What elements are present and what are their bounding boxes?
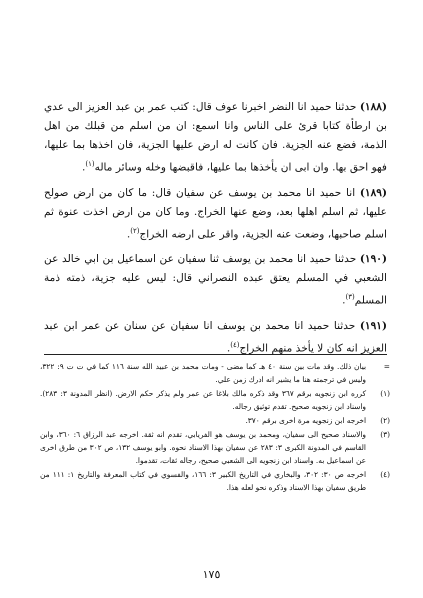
footnote-text: كرره ابن زنجويه برقم ٣٦٧ وقد ذكره مالك بلاغا عن عمر ولم يذكر حكم الارض. (انظر المدونة ٣: ٢٨٣). واسناد ابن زنجويه صحيح. تقدم توثيق رجاله. [40, 389, 366, 411]
footnote-1 [40, 387, 390, 413]
paragraph-text: حدثنا حميد انا محمد بن يوسف ثنا سفيان عن اسماعيل بن ابي خالد عن الشعبي في المسلم يعتق عبده النصراني قال: ليس عليه جزية، ذمته ذمة المسلم [44, 253, 387, 307]
main-text [44, 98, 387, 364]
paragraph-text: انا حميد انا محمد بن يوسف عن سفيان قال: ما كان من ارض صولح عليها، ثم اسلم اهلها بعد، وضع عنها الخراج. وما كان من ارض اخذت عنوة ثم اسلم صاحبها، وضعت عنه الجزية، واقر على ارضه الخراج [44, 186, 387, 241]
footnote-ref: (٣) [345, 293, 355, 302]
footnote-text: اخرجه ابن زنجويه مرة اخرى برقم ٣٧٠. [245, 416, 366, 425]
footnote-continued [40, 360, 390, 386]
paragraph-191: (١٩١) حدثنا حميد انا محمد بن يوسف انا سفيان عن سنان عن عمر ابن عبد العزيز انه كان لا يأخذ منهم الخراج$^{(٤)}$. [44, 319, 387, 355]
footnote-text: والاسناد صحيح الى سفيان، ومحمد بن يوسف هو الفريابي، تقدم انه ثقة. اخرجه عبد الرزاق ٦: ٣٦٠، وابن القاسم في المدونة الكبرى ٣: ٢٨٣ عن سفيان بهذا الاسناد نحوه. وابو يوسف ١٣٢، ص ٣٠٢ من طرق اخرى عن اسماعيل به. واسناد ابن زنجويه الى الشعبي صحيح، رجاله ثقات، تقدموا. [40, 430, 366, 465]
paragraph-number: (١٩١) [359, 319, 387, 332]
footnote-ref: (٤) [230, 340, 240, 349]
footnote-text: اخرجه ص ٣٠: ٣٠٢، والبخاري في التاريخ الكبير ٣: ١٦٦، والفسوي في كتاب المعرفة والتاريخ ١: ١١١ من طريق سفيان بهذا الاسناد وذكره نحو لعله هذا. [40, 470, 367, 492]
paragraph-number: (١٩٠) [359, 253, 387, 266]
footnote-mark: (٢) [380, 416, 390, 425]
paragraph-text: حدثنا حميد انا محمد بن يوسف انا سفيان عن سنان عن عمر ابن عبد العزيز انه كان لا يأخذ منهم الخراج [44, 319, 387, 355]
paragraph-190: (١٩٠) حدثنا حميد انا محمد بن يوسف ثنا سفيان عن اسماعيل بن ابي خالد عن الشعبي في المسلم يعتق عبده النصراني قال: ليس عليه جزية، ذمته ذمة المسلم$^{(٣)}$. [44, 253, 387, 307]
footnote-text: بيان ذلك. وقد مات بين سنة ٤٠ هـ كما مضى - ومات محمد بن عبيد الله سنة ١١٦ كما في ت ت ٩: ٣٢٢، وليس في ترجمته هنا ما يشير انه ادرك زمن علي. [40, 362, 367, 384]
footnote-4 [40, 468, 390, 494]
footnote-mark: (١) [380, 389, 390, 398]
footnote-mark: (٣) [380, 430, 390, 439]
footnote-divider [44, 354, 387, 355]
paragraph-text: حدثنا حميد انا النضر اخبرنا عوف قال: كتب عمر بن عبد العزيز الى عدي بن ارطأة كتابا قرئ على الناس وانا اسمع: ان من اسلم من قبلك من اهل الذمة، فضع عنه الجزية. فان كانت له ارض عليها الجزية، فان اخذها بما عليها، فهو احق بها. وان ابى ان يأخذها بما عليها، فاقبضها وخله وسائر ماله [44, 101, 387, 174]
footnote-mark: = [383, 362, 390, 371]
page-number: ١٧٥ [202, 568, 221, 581]
footnote-ref: (١) [85, 160, 95, 168]
paragraph-number: (١٨٩) [359, 186, 387, 199]
footnote-3 [40, 428, 390, 467]
paragraph-188: (١٨٨) حدثنا حميد انا النضر اخبرنا عوف قال: كتب عمر بن عبد العزيز الى عدي بن ارطأة كتابا قرئ على الناس وانا اسمع: ان من اسلم من قبلك من اهل الذمة، فضع عنه الجزية. فان كانت له ارض عليها الجزية، فان اخذها بما عليها، فهو احق بها. وان ابى ان يأخذها بما عليها، فاقبضها وخله وسائر ماله$^{(١)}$. [44, 101, 387, 174]
footnote-ref: (٢) [130, 226, 140, 235]
footnotes [40, 360, 390, 495]
footnote-mark: (٤) [380, 470, 390, 479]
paragraph-number: (١٨٨) [359, 101, 387, 113]
footnote-2 [40, 414, 390, 427]
paragraph-189: (١٨٩) انا حميد انا محمد بن يوسف عن سفيان قال: ما كان من ارض صولح عليها، ثم اسلم اهلها بعد، وضع عنها الخراج. وما كان من ارض اخذت عنوة ثم اسلم صاحبها، وضعت عنه الجزية، واقر على ارضه الخراج$^{(٢)}$. [44, 186, 387, 241]
